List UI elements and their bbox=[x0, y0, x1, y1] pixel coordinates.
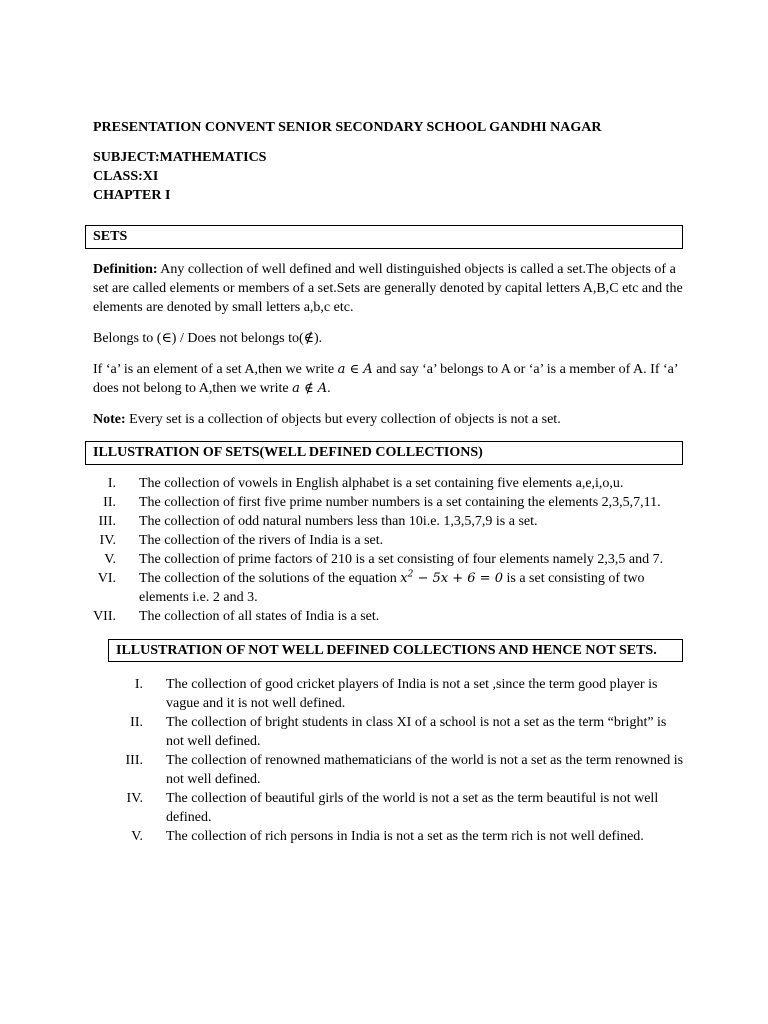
list-item-text: The collection of bright students in class XI of a school is not a set as the term “bright” is not well defined. bbox=[166, 715, 667, 749]
list-item bbox=[93, 751, 685, 789]
list-item bbox=[93, 827, 685, 846]
list-numeral: VII. bbox=[93, 609, 116, 624]
note-label: Note: bbox=[93, 412, 126, 427]
not-well-defined-heading: ILLUSTRATION OF NOT WELL DEFINED COLLECTIONS AND HENCE NOT SETS. bbox=[116, 643, 657, 658]
list-numeral: II. bbox=[103, 495, 116, 510]
list-item bbox=[93, 569, 685, 607]
list-numeral: V. bbox=[104, 552, 116, 567]
equation-base: x bbox=[400, 571, 408, 586]
not-well-defined-list bbox=[93, 675, 685, 846]
list-numeral: IV. bbox=[126, 791, 143, 806]
list-item bbox=[93, 512, 685, 531]
list-numeral: I. bbox=[134, 677, 143, 692]
school-name: PRESENTATION CONVENT SENIOR SECONDARY SCHOOL GANDHI NAGAR bbox=[93, 120, 602, 135]
membership-math-2: a ∉ A bbox=[292, 381, 328, 396]
list-numeral: V. bbox=[131, 829, 143, 844]
list-numeral: III. bbox=[125, 753, 143, 768]
list-item-text-after: is a set consisting of two elements i.e. 2 and 3. bbox=[139, 571, 645, 605]
well-defined-heading-box bbox=[85, 441, 683, 465]
not-well-defined-heading-box bbox=[108, 639, 683, 662]
list-numeral: II. bbox=[130, 715, 143, 730]
belongs-paragraph: Belongs to (∈) / Does not belongs to(∉). bbox=[93, 331, 323, 346]
list-item-text: The collection of rich persons in India is not a set as the term rich is not well defined. bbox=[166, 829, 644, 844]
list-item-text: The collection of the rivers of India is a set. bbox=[139, 533, 384, 548]
list-item bbox=[93, 675, 685, 713]
list-item-text: The collection of odd natural numbers less than 10i.e. 1,3,5,7,9 is a set. bbox=[139, 514, 538, 529]
list-numeral: I. bbox=[107, 476, 116, 491]
list-item bbox=[93, 789, 685, 827]
list-item bbox=[93, 531, 685, 550]
definition-label: Definition: bbox=[93, 262, 158, 277]
membership-paragraph bbox=[93, 360, 685, 398]
equation-rest: − 5x + 6 = 0 bbox=[413, 571, 503, 586]
list-item-text: The collection of prime factors of 210 is a set consisting of four elements namely 2,3,5 and 7. bbox=[139, 552, 664, 567]
list-item bbox=[93, 474, 685, 493]
list-item-text: The collection of renowned mathematicians of the world is not a set as the term renowned is not well defined. bbox=[166, 753, 684, 787]
membership-math-1: a ∈ A bbox=[337, 362, 373, 377]
document-meta bbox=[93, 148, 685, 205]
class-line: CLASS:XI bbox=[93, 169, 159, 184]
list-item-text: The collection of first five prime number numbers is a set containing the elements 2,3,5,7,11. bbox=[139, 495, 661, 510]
list-item-text: The collection of all states of India is a set. bbox=[139, 609, 380, 624]
list-item-text: The collection of beautiful girls of the world is not a set as the term beautiful is not well defined. bbox=[166, 791, 659, 825]
subject-line: SUBJECT:MATHEMATICS bbox=[93, 150, 267, 165]
list-item bbox=[93, 550, 685, 569]
sets-heading: SETS bbox=[93, 229, 128, 244]
well-defined-heading: ILLUSTRATION OF SETS(WELL DEFINED COLLECTIONS) bbox=[93, 445, 483, 460]
note-text: Every set is a collection of objects but every collection of objects is not a set. bbox=[125, 412, 561, 427]
equation bbox=[400, 571, 503, 586]
list-numeral: IV. bbox=[99, 533, 116, 548]
list-numeral: III. bbox=[98, 514, 116, 529]
chapter-line: CHAPTER I bbox=[93, 188, 171, 203]
membership-text-1: If ‘a’ is an element of a set A,then we write bbox=[93, 362, 338, 377]
well-defined-list bbox=[93, 474, 685, 626]
list-item-text-before: The collection of the solutions of the equation bbox=[139, 571, 401, 586]
list-item bbox=[93, 607, 685, 626]
equation-exponent: 2 bbox=[407, 569, 414, 580]
document-content bbox=[93, 118, 685, 846]
list-item bbox=[93, 713, 685, 751]
definition-paragraph bbox=[93, 260, 685, 317]
definition-text: Any collection of well defined and well distinguished objects is called a set.The objects of a set are called elements or members of a set.Sets are generally denoted by capital letters A,B,C etc and the elements are denoted by small letters a,b,c etc. bbox=[93, 262, 683, 315]
list-item-text: The collection of vowels in English alphabet is a set containing five elements a,e,i,o,u. bbox=[139, 476, 624, 491]
sets-heading-box bbox=[85, 225, 683, 249]
membership-text-3: . bbox=[327, 381, 331, 396]
list-item-text: The collection of good cricket players of India is not a set ,since the term good player is vague and it is not well defined. bbox=[166, 677, 658, 711]
note-paragraph bbox=[93, 410, 685, 429]
list-item bbox=[93, 493, 685, 512]
membership-text-2: and say ‘a’ belongs to A or ‘a’ is a member of A. If ‘a’ does not belong to A,then we write bbox=[93, 362, 678, 396]
list-numeral: VI. bbox=[97, 571, 116, 586]
